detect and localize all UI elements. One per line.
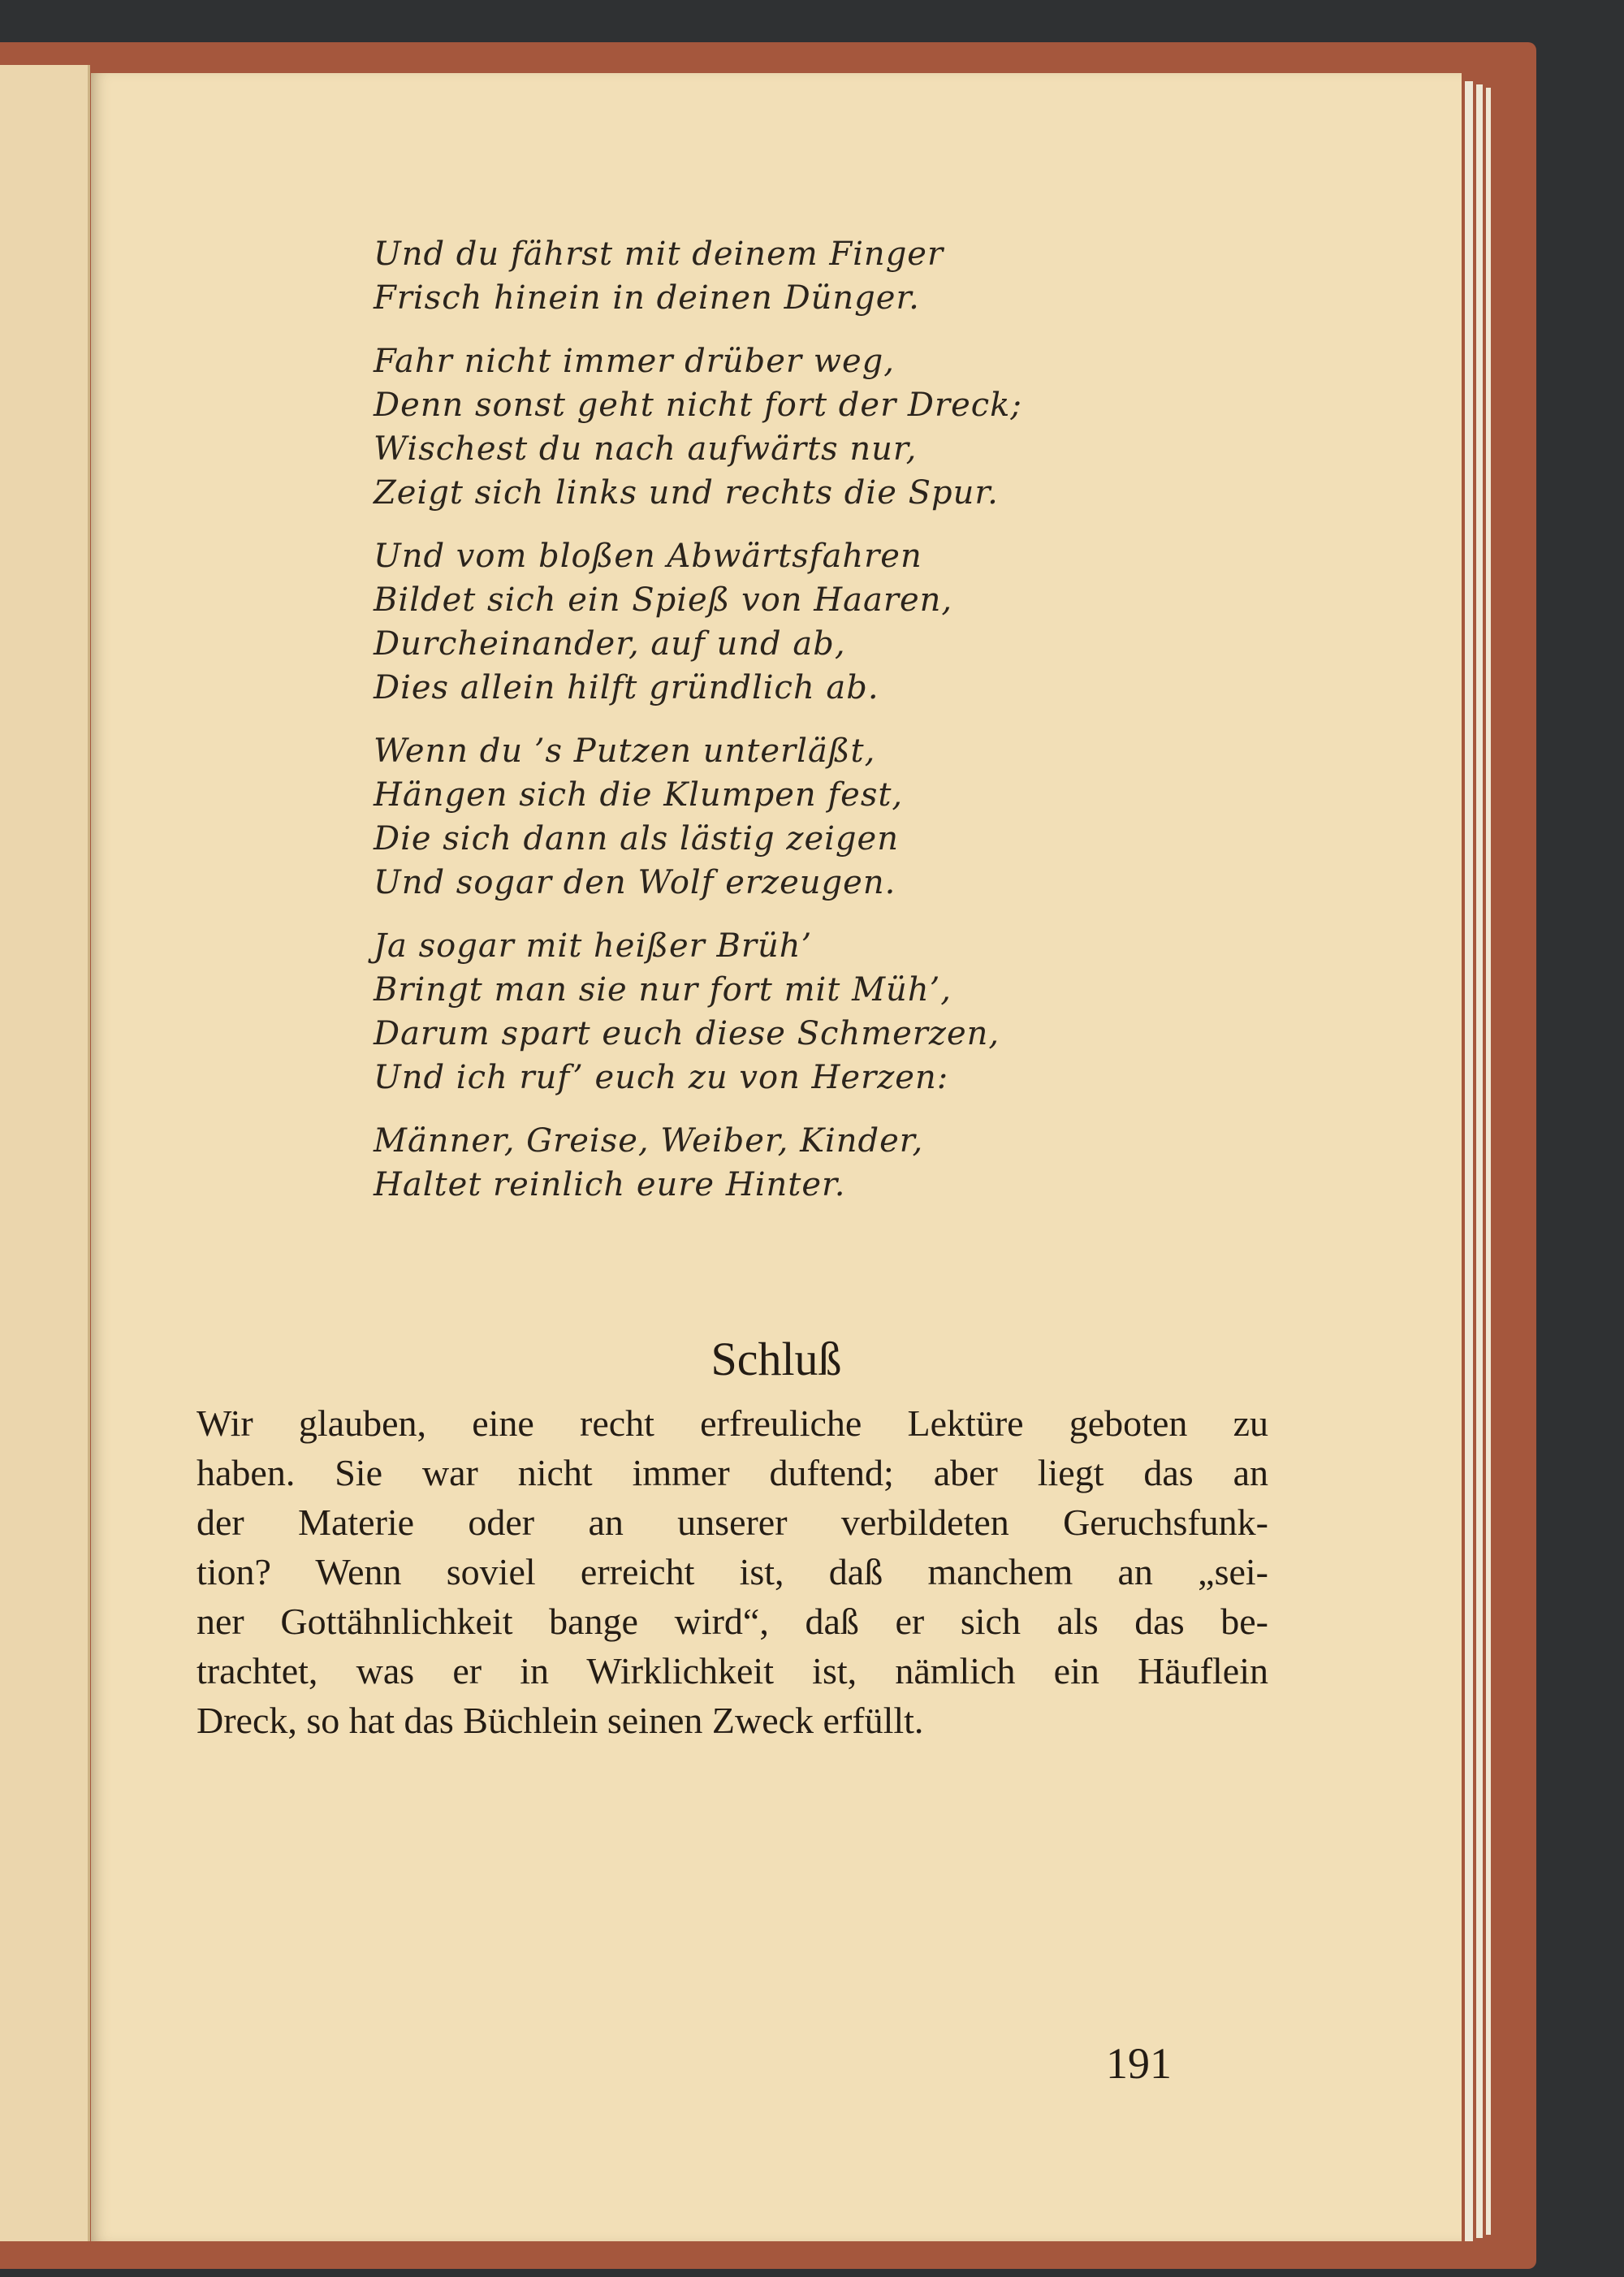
poem-line: Wenn du ’s Putzen unterläßt, <box>374 732 876 770</box>
poem-line: Und sogar den Wolf erzeugen. <box>374 864 896 901</box>
poem-line: Die sich dann als lästig zeigen <box>374 820 899 858</box>
paragraph-line: Wir glauben, eine recht erfreuliche Lektüre geboten zu <box>197 1402 1268 1444</box>
book-page <box>91 73 1462 2241</box>
poem-line: Bringt man sie nur fort mit Müh’, <box>374 971 952 1009</box>
poem-line: Haltet reinlich eure Hinter. <box>374 1166 846 1203</box>
poem-line: Und ich ruf’ euch zu von Herzen: <box>374 1059 949 1096</box>
poem-line: Denn sonst geht nicht fort der Dreck; <box>374 387 1022 424</box>
poem-line: Durcheinander, auf und ab, <box>374 625 846 663</box>
poem-line: Männer, Greise, Weiber, Kinder, <box>374 1122 924 1160</box>
closing-paragraph <box>197 1398 1268 1745</box>
poem-line: Und vom bloßen Abwärtsfahren <box>374 538 922 575</box>
paragraph-line: tion? Wenn soviel erreicht ist, daß manchem an „sei- <box>197 1551 1268 1592</box>
poem-line: Dies allein hilft gründlich ab. <box>374 669 879 706</box>
page-edge-sheet <box>1476 84 1483 2238</box>
stanza <box>374 534 1022 710</box>
paragraph-line: trachtet, was er in Wirklichkeit ist, nämlich ein Häuflein <box>197 1650 1268 1692</box>
poem-line: Ja sogar mit heißer Brüh’ <box>374 927 813 965</box>
stanza <box>374 232 1022 320</box>
stanza <box>374 1119 1022 1207</box>
poem-line: Frisch hinein in deinen Dünger. <box>374 279 920 317</box>
paragraph-line: haben. Sie war nicht immer duftend; aber liegt das an <box>197 1452 1268 1493</box>
stanza <box>374 729 1022 905</box>
stanza <box>374 339 1022 515</box>
stanza <box>374 924 1022 1100</box>
paragraph-line: der Materie oder an unserer verbildeten Geruchsfunk- <box>197 1501 1268 1543</box>
poem <box>374 232 1022 1226</box>
section-heading: Schluß <box>710 1333 842 1385</box>
poem-line: Darum spart euch diese Schmerzen, <box>374 1015 1000 1052</box>
poem-line: Bildet sich ein Spieß von Haaren, <box>374 581 953 619</box>
page-edge-sheet <box>1465 81 1473 2241</box>
poem-line: Zeigt sich links und rechts die Spur. <box>374 474 999 512</box>
page-edge-sheet <box>1486 88 1491 2235</box>
page-number: 191 <box>1106 2039 1172 2088</box>
poem-line: Hängen sich die Klumpen fest, <box>374 776 904 814</box>
poem-line: Und du fährst mit deinem Finger <box>374 235 944 273</box>
paragraph-line: ner Gottähnlichkeit bange wird“, daß er sich als das be- <box>197 1601 1268 1642</box>
left-page-edge <box>0 65 90 2241</box>
poem-line: Fahr nicht immer drüber weg, <box>374 343 895 380</box>
poem-line: Wischest du nach aufwärts nur, <box>374 430 918 468</box>
paragraph-line: Dreck, so hat das Büchlein seinen Zweck erfüllt. <box>197 1700 924 1741</box>
